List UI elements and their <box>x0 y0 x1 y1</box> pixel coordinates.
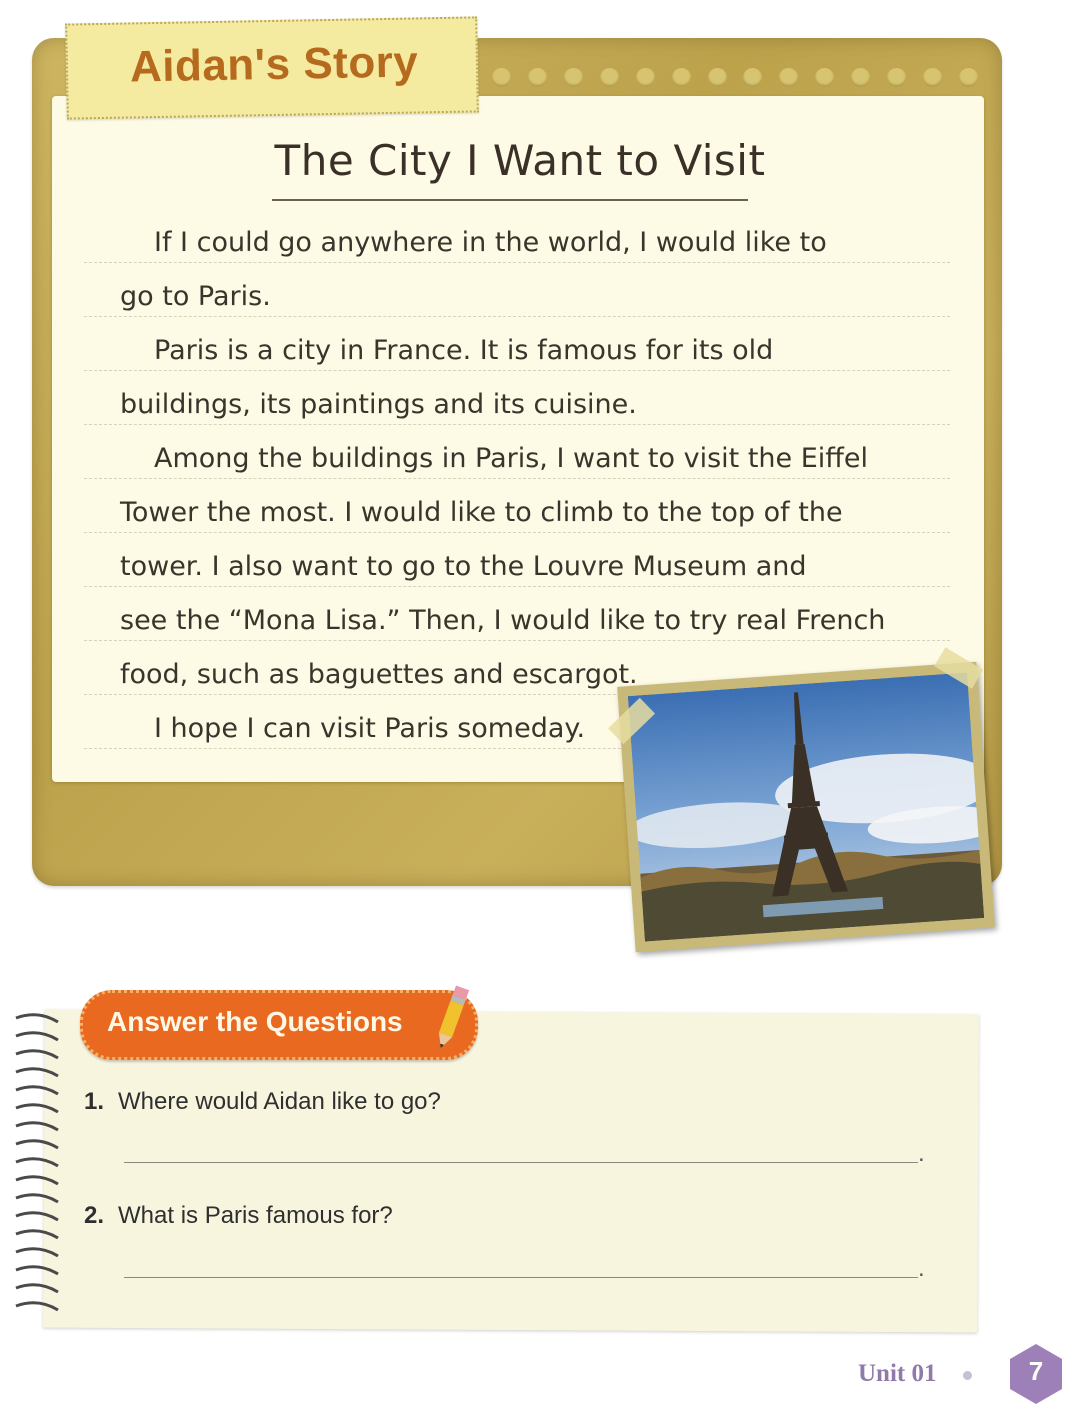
answer-period: . <box>918 1140 925 1167</box>
story-line: If I could go anywhere in the world, I would like to <box>84 208 950 263</box>
answer-line-1[interactable] <box>124 1162 918 1163</box>
story-line: see the “Mona Lisa.” Then, I would like to try real French <box>84 586 950 641</box>
story-line: Among the buildings in Paris, I want to visit the Eiffel <box>84 424 950 479</box>
decorative-dots <box>492 68 978 92</box>
questions-heading-badge <box>80 990 478 1060</box>
page-number: 7 <box>1028 1356 1044 1386</box>
story-line: go to Paris. <box>84 262 950 317</box>
story-line: I hope I can visit Paris someday. <box>84 694 950 749</box>
question-text: Where would Aidan like to go? <box>118 1088 441 1115</box>
title-underline <box>272 199 748 201</box>
eiffel-tower-photo <box>617 662 995 952</box>
answer-line-2[interactable] <box>124 1277 918 1278</box>
unit-label: Unit 01 <box>858 1360 937 1387</box>
photo-image <box>628 672 984 941</box>
question-2 <box>84 1202 393 1230</box>
story-title: The City I Want to Visit <box>274 136 766 185</box>
question-1 <box>84 1088 441 1116</box>
story-line: tower. I also want to go to the Louvre Museum and <box>84 532 950 587</box>
footer-dot <box>963 1371 972 1380</box>
story-tab-label: Aidan's Story <box>129 37 419 92</box>
questions-heading: Answer the Questions <box>107 1006 403 1037</box>
story-line: Tower the most. I would like to climb to the top of the <box>84 478 950 533</box>
question-number: 2. <box>84 1202 105 1229</box>
question-text: What is Paris famous for? <box>118 1202 393 1229</box>
answer-period: . <box>918 1255 925 1282</box>
story-line: buildings, its paintings and its cuisine. <box>84 370 950 425</box>
question-number: 1. <box>84 1088 105 1115</box>
story-line: food, such as baguettes and escargot. <box>84 640 950 695</box>
story-tab <box>65 16 479 119</box>
pencil-icon <box>432 982 472 1052</box>
spiral-binding-icon <box>12 1010 62 1316</box>
story-line: Paris is a city in France. It is famous for its old <box>84 316 950 371</box>
